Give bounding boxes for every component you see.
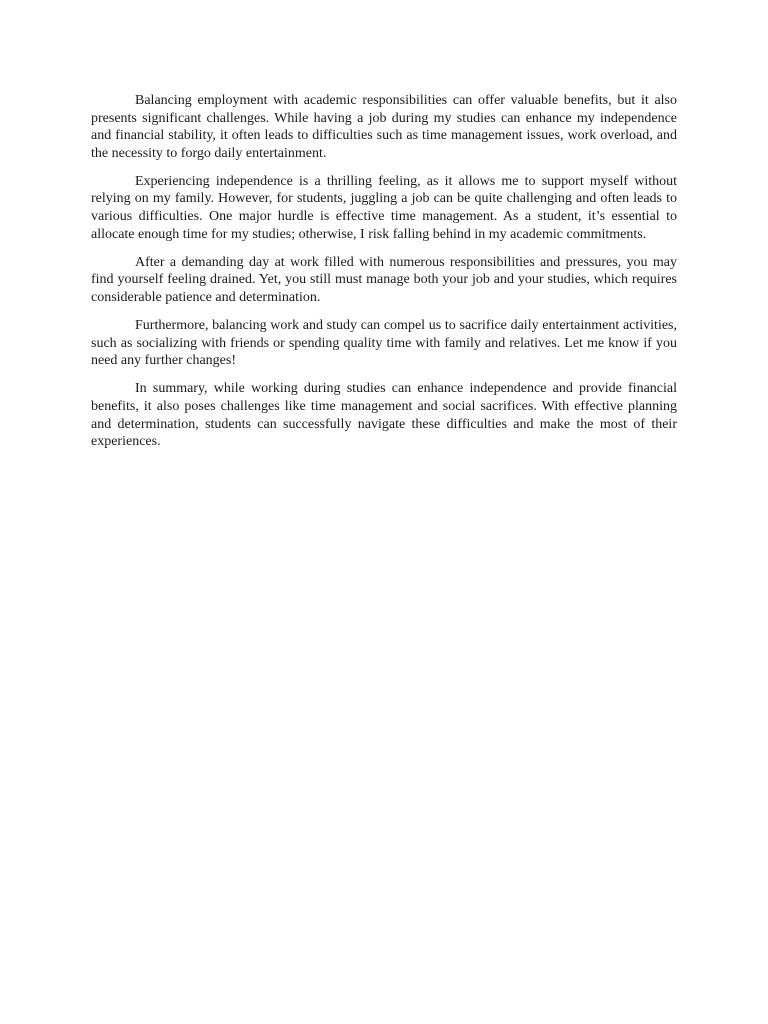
paragraph-5: In summary, while working during studies can enhance independence and provide financial benefits, it also poses challenges like time management and social sacrifices. With effective planning and determination, students can successfully navigate these difficulties and make the most of their experiences. (91, 381, 677, 450)
paragraph-1: Balancing employment with academic responsibilities can offer valuable benefits, but it also presents significant challenges. While having a job during my studies can enhance my independence and financial stability, it often leads to difficulties such as time management issues, work overload, and the necessity to forgo daily entertainment. (91, 93, 677, 161)
document-body (91, 92, 677, 461)
paragraph-4: Furthermore, balancing work and study can compel us to sacrifice daily entertainment activities, such as socializing with friends or spending quality time with family and relatives. Let me know if you need any further changes! (91, 318, 677, 369)
paragraph-3: After a demanding day at work filled with numerous responsibilities and pressures, you may find yourself feeling drained. Yet, you still must manage both your job and your studies, which requires considerable patience and determination. (91, 254, 677, 305)
paragraph-2: Experiencing independence is a thrilling feeling, as it allows me to support myself without relying on my family. However, for students, juggling a job can be quite challenging and often leads to various difficulties. One major hurdle is effective time management. As a student, it’s essential to allocate enough time for my studies; otherwise, I risk falling behind in my academic commitments. (91, 173, 677, 242)
